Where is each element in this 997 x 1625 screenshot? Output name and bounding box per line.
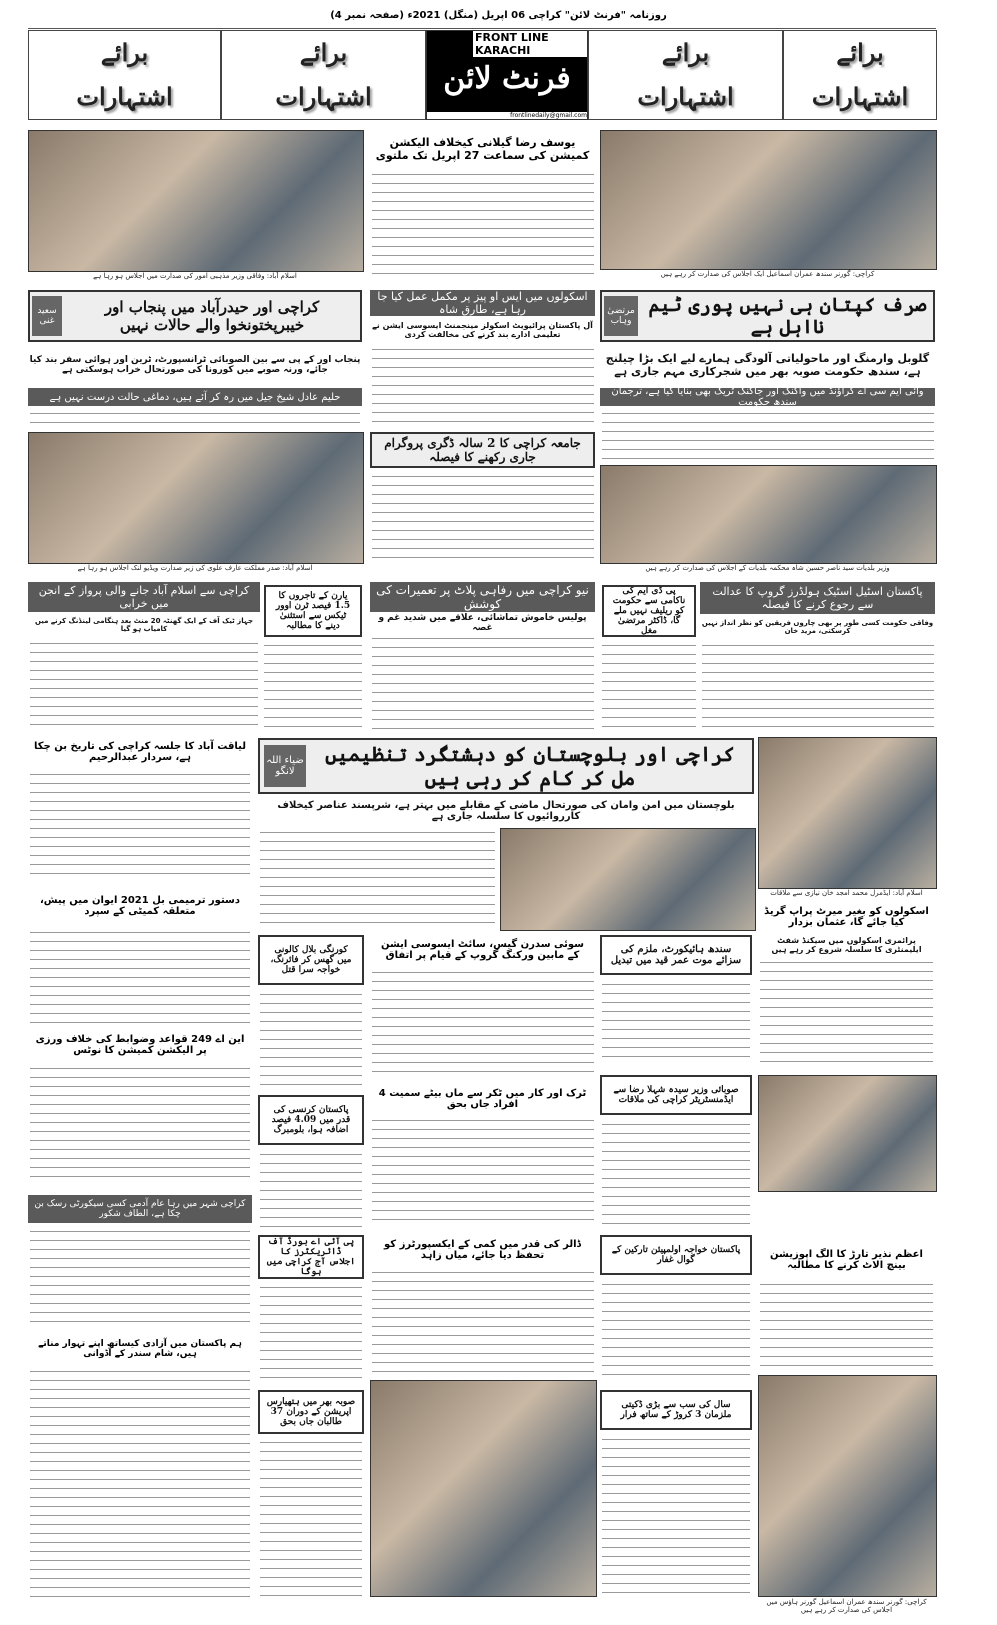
ad-text: برائے [100,38,149,67]
headline: ٹرک اور کار میں ٹکر سے ماں بیٹے سمیت 4 افراد جاں بحق [370,1085,595,1113]
headline: ڈالر کی قدر میں کمی کے ایکسپورٹرز کو تحفظ دیا جائے، میاں زاہد [370,1235,595,1265]
headline-box [600,1075,752,1115]
logo-email: frontlinedaily@gmail.com [427,112,587,119]
subheadline: وفاقی حکومت کسی طور پر بھی چاروں فریقین کو نظر انداز نہیں کرسکتی، مرید خان [701,619,934,635]
headline: کورنگی بلال کالونی میں گھس کر فائرنگ، خواجہ سرا قتل [270,945,352,975]
subheadline: پنجاب اور کے پی سے بین الصوبائی ٹرانسپورٹ، ٹرین اور ہوائی سفر بند کیا جائے، ورنہ صوبے میں کورونا کی صورتحال خراب ہوسکتی ہے [29,355,361,375]
news-photo [600,465,937,564]
headline-box [258,1235,364,1279]
headline-box [600,935,752,975]
byline: ضیاء اللہ لانگو [264,745,306,787]
article-text [260,1438,362,1600]
ad-text: اشتہارات [637,82,734,111]
article-text [602,1280,750,1380]
headline-box [258,935,364,985]
photo-caption: کراچی: گورنر سندھ عمران اسماعیل ایک اجلاس کی صدارت کر رہے ہیں [660,270,875,278]
subheadline: گلوبل وارمنگ اور ماحولیاتی آلودگی ہمارے لیے ایک بڑا چیلنج ہے، سندھ حکومت صوبہ بھر میں شجرکاری مہم جاری ہے [605,352,930,378]
news-photo [28,432,364,564]
article-text [30,1367,250,1600]
headline: اسکولوں میں ایس او پیز پر مکمل عمل کیا جا رہا ہے، طارق شاہ [370,290,595,316]
ad-box[interactable] [221,30,426,120]
logo-urdu: فرنٹ لائن [443,61,571,96]
photo-caption: کراچی: گورنر سندھ عمران اسماعیل گورنر ہاؤس میں اجلاس کی صدارت کر رہے ہیں [766,1598,927,1614]
headline: ہم پاکستان میں آزادی کیساتھ اپنے تہوار مناتے ہیں، شام سندر کے آڈوانی [28,1335,252,1363]
byline: سعید غنی [32,296,62,336]
article-text [30,1227,250,1330]
photo-caption: اسلام آباد: صدر مملکت عارف علوی کی زیر صدارت ویڈیو لنک اجلاس ہو رہا ہے [77,564,313,572]
article-text [264,641,362,732]
headline-box [258,738,754,794]
ad-text: برائے [661,38,710,67]
ad-box[interactable] [588,30,783,120]
news-photo [28,130,364,272]
headline: اسکولوں کو بغیر میرٹ پراپ گریڈ کیا جائے گا، عثمان بزدار [758,902,935,932]
ad-box[interactable] [783,30,937,120]
headline: جامعہ کراچی کا 2 سالہ ڈگری پروگرام جاری رکھنے کا فیصلہ [384,436,581,464]
article-text [602,1120,750,1230]
article-text [760,958,933,1062]
article-text [702,641,934,732]
masthead-logo [426,30,588,120]
headline: اعظم نذیر تارڑ کا الگ اپوزیشن بینچ الاٹ کرنے کا مطالبہ [758,1244,935,1276]
headline: پاکستان اسٹیل اسٹیک ہولڈرز گروپ کا عدالت سے رجوع کرنے کا فیصلہ [700,582,935,614]
headline: کراچی شہر میں رہا عام آدمی کسی سیکورٹی رسک بن چکا ہے، الطاف شکور [28,1195,252,1223]
photo-caption: وزیر بلدیات سید ناصر حسین شاہ محکمہ بلدیات کے اجلاس کی صدارت کر رہے ہیں [645,564,890,572]
logo-english: FRONT LINE KARACHI [473,31,587,57]
headline: این اے 249 قواعد وضوابط کی خلاف ورزی پر الیکشن کمیشن کا نوٹس [28,1030,252,1060]
subheadline: آل پاکستان پرائیویٹ اسکولز مینجمنٹ ایسوسی ایشن نے تعلیمی ادارے بند کرنے کی مخالفت کردی [372,321,593,339]
headline: پاکستان کرنسی کی قدر میں 4.09 فیصد اضافہ ہوا، بلومبرگ [271,1105,351,1135]
headline-box [258,1390,364,1434]
article-text [372,1268,594,1373]
article-text [260,1283,362,1380]
headline: کراچی اور حیدرآباد میں پنجاب اور خیبرپختونخوا والے حالات نہیں [104,298,320,334]
news-photo [758,1075,937,1192]
headline: یارن کے تاجروں کا 1.5 فیصد ٹرن اوور ٹیکس سے استثنیٰ دینے کا مطالبہ [275,591,351,631]
headline: کراچی سے اسلام آباد جانے والی پرواز کے انجن میں خرابی [28,582,260,612]
headline: سال کی سب سے بڑی ڈکیتی ملزمان 3 کروڑ کے ساتھ فرار [620,1400,732,1420]
headline: سندھ ہائیکورٹ، ملزم کی سزائے موت عمر قید میں تبدیل [610,944,742,966]
article-text [602,641,696,732]
article-text [260,990,362,1090]
ad-text: اشتہارات [275,82,372,111]
dateline: روزنامہ "فرنٹ لائن" کراچی 06 اپریل (منگل) 2021ء (صفحہ نمبر 4) [330,10,667,21]
headline-box [602,585,696,637]
headline: صوبائی وزیر سیدہ شہلا رضا سے ایڈمنسٹریٹر کراچی کی ملاقات [613,1085,739,1105]
news-photo [600,130,937,270]
article-text [602,409,934,459]
headline-box [258,1095,364,1145]
headline: پی ڈی ایم کی ناکامی سے حکومت کو ریلیف نہیں ملے گا، ڈاکٹر مرتضیٰ مغل [612,586,686,636]
headline: سوئی سدرن گیس، سائٹ ایسوسی ایشن کے مابین ورکنگ گروپ کے قیام پر اتفاق [370,935,595,965]
subheadline-bar: وائی ایم سی اے گراؤنڈ میں واکنگ اور جاگنگ ٹریک بھی بنایا گیا ہے، ترجمان سندھ حکومت [600,388,935,406]
article-text [30,1064,250,1182]
article-text [372,345,594,427]
headline: لیاقت آباد کا جلسہ کراچی کی تاریخ بن چکا ہے، سردار عبدالرحیم [28,737,252,767]
article-text [372,968,594,1078]
headline: یوسف رضا گیلانی کیخلاف الیکشن کمیشن کی سماعت 27 اپریل تک ملتوی [370,132,595,166]
news-photo [758,1375,937,1597]
headline: پاکستان خواجہ اولمپیئن تارکین کے گوال غفار [611,1245,741,1265]
ad-text: برائے [836,38,884,67]
news-photo [370,1380,597,1597]
headline-box [28,290,362,342]
subheadline: بلوچستان میں امن وامان کی صورتحال ماضی کے مقابلے میں بہتر ہے، شرپسند عناصر کیخلاف کارروائیوں کا سلسلہ جاری ہے [277,800,735,822]
headline-box [370,432,595,468]
article-text [372,472,594,564]
headline: صرف کپتان ہی نہیں پوری ٹیم نااہل ہے [648,294,927,338]
headline-box [600,1390,752,1430]
ad-box[interactable] [28,30,221,120]
article-text [602,980,750,1065]
article-text [260,1150,362,1230]
headline-box [600,1235,752,1275]
headline: کراچی اور بلوچستان کو دہشتگرد تنظیمیں مل کر کام کر رہی ہیں [325,742,735,790]
ad-text: برائے [299,38,348,67]
headline: پی آئی اے بورڈ آف ڈائریکٹرز کا اجلاس آج کراچی میں ہوگا [266,1237,356,1277]
headline-box [264,585,362,637]
subheadline-bar: حلیم عادل شیخ جیل میں رہ کر آئے ہیں، دماغی حالت درست نہیں ہے [28,388,362,406]
divider [28,28,936,29]
news-photo [758,737,937,889]
headline: نیو کراچی میں رفاہی پلاٹ پر تعمیرات کی کوشش [370,582,595,612]
article-text [760,1280,933,1370]
headline: صوبہ بھر میں ہتھیارس اپریشن کے دوران 37 طالبان جاں بحق [266,1397,356,1427]
subheadline: پولیس خاموش تماشائی، علاقے میں شدید غم و غصہ [378,613,587,633]
article-text [372,170,594,280]
photo-caption: اسلام آباد: ایڈمرل محمد امجد خان نیازی سے ملاقات [770,889,923,897]
article-text [30,409,360,429]
article-text [30,928,250,1023]
article-text [30,639,258,732]
photo-caption: اسلام آباد: وفاقی وزیر مذہبی امور کی صدارت میں اجلاس ہو رہا ہے [93,272,297,280]
ad-text: اشتہارات [811,82,909,111]
article-text [602,1435,750,1600]
news-photo [500,828,756,931]
article-text [372,634,594,732]
article-text [260,828,495,929]
article-text [30,770,250,880]
headline: دستور ترمیمی بل 2021 ایوان میں پیش، متعلقہ کمیٹی کے سپرد [28,888,252,924]
subheadline: جہاز ٹیک آف کے ایک گھنٹہ 20 منٹ بعد ہنگامی لینڈنگ کرنے میں کامیاب ہو گیا [35,617,253,633]
byline: مرتضیٰ وہاب [604,296,638,336]
ad-text: اشتہارات [76,82,173,111]
headline-box [600,290,935,342]
subheadline: پرائمری اسکولوں میں سیکنڈ شفٹ ایلیمنٹری کا سلسلہ شروع کر رہے ہیں [771,936,922,954]
article-text [372,1116,594,1224]
